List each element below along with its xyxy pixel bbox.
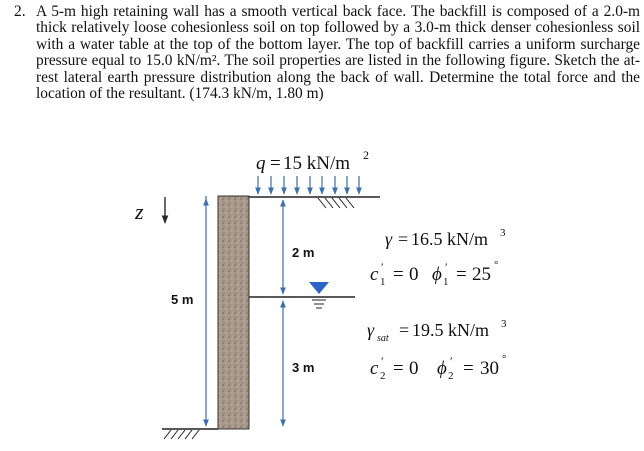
layer2-c-value: 0 bbox=[409, 358, 419, 379]
dimension-3m-label: 3 m bbox=[292, 360, 315, 375]
layer1-phi-value: 25 bbox=[472, 264, 491, 285]
surcharge-exponent: 2 bbox=[363, 148, 369, 162]
layer1-phi-equals: = bbox=[456, 264, 467, 285]
layer1-gamma-symbol: γ bbox=[385, 229, 393, 249]
surcharge-equals: = bbox=[270, 153, 281, 174]
layer2-phi-prime: ′ bbox=[450, 354, 453, 368]
layer2-c-symbol: c bbox=[370, 358, 379, 379]
layer1-phi-prime: ′ bbox=[445, 260, 448, 274]
layer1-c-equals: = bbox=[393, 264, 404, 285]
layer1-gamma-equals: = bbox=[398, 229, 409, 249]
layer2-gamma-symbol: γ bbox=[367, 320, 375, 340]
layer1-degree: ° bbox=[494, 259, 499, 271]
layer2-gamma-value: 19.5 kN/m bbox=[412, 320, 490, 340]
retaining-wall bbox=[218, 196, 249, 429]
z-label: z bbox=[135, 199, 144, 224]
surcharge-symbol: q bbox=[256, 153, 266, 174]
problem-number: 2. bbox=[14, 3, 26, 20]
base-hatch bbox=[164, 430, 199, 439]
layer1-gamma-value: 16.5 kN/m bbox=[411, 229, 489, 249]
layer2-gamma-exp: 3 bbox=[501, 318, 507, 330]
layer1-c-symbol: c bbox=[370, 264, 379, 285]
layer1-gamma-exp: 3 bbox=[500, 227, 506, 239]
layer2-phi-symbol: ϕ bbox=[437, 358, 447, 379]
layer2-phi-sub: 2 bbox=[448, 370, 454, 382]
dimension-2m-label: 2 m bbox=[292, 245, 315, 260]
surface-hatch bbox=[318, 198, 354, 208]
surcharge-label bbox=[256, 148, 369, 174]
layer1-phi-sub: 1 bbox=[443, 276, 449, 288]
layer2-phi-value: 30 bbox=[480, 358, 499, 379]
layer1-phi-symbol: ϕ bbox=[432, 264, 442, 285]
layer2-phi-equals: = bbox=[463, 358, 474, 379]
layer2-c-sub: 2 bbox=[380, 370, 386, 382]
surcharge-value: 15 kN/m bbox=[283, 153, 351, 174]
layer2-c-equals: = bbox=[393, 358, 404, 379]
z-axis bbox=[134, 197, 165, 224]
layer1-properties bbox=[370, 227, 506, 288]
layer2-c-prime: ′ bbox=[381, 354, 384, 368]
dimension-5m-label: 5 m bbox=[171, 292, 194, 307]
layer2-gamma-equals: = bbox=[399, 320, 410, 340]
layer1-c-prime: ′ bbox=[381, 260, 384, 274]
layer2-gamma-sub: sat bbox=[377, 333, 389, 344]
surcharge-arrows bbox=[258, 176, 359, 194]
layer2-degree: ° bbox=[502, 353, 507, 365]
layer2-properties bbox=[367, 318, 507, 382]
layer1-c-value: 0 bbox=[409, 264, 419, 285]
layer1-c-sub: 1 bbox=[380, 276, 386, 288]
water-table-icon bbox=[309, 282, 329, 308]
problem-text: A 5-m high retaining wall has a smooth vertical back face. The backfill is composed of a 2.0-m thick relatively loose cohesionless soil on top followed by a 3.0-m thick denser cohesionless soil with a water table at the top of the bottom layer. The top of backfill carries a uniform surcharge pressure equal to 15.0 kN/m². The soil properties are listed in the following figure. Sketch the at-rest lateral earth pressure distribution along the back of wall. Determine the total force and the location of the resultant. (174.3 kN/m, 1.80 m) bbox=[36, 3, 640, 103]
